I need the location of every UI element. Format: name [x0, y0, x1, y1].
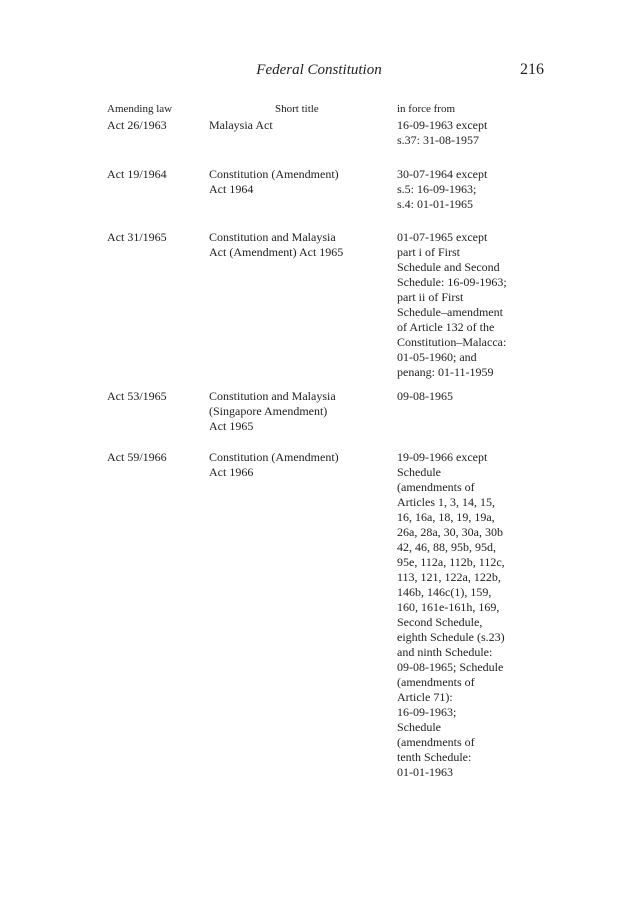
- page-title: Federal Constitution: [256, 62, 382, 78]
- column-header-short-title: Short title: [275, 103, 319, 115]
- in-force-line: 09-08-1965: [397, 389, 453, 403]
- short-title-cell: [209, 389, 336, 434]
- in-force-line: of Article 132 of the: [397, 320, 495, 334]
- in-force-line: 30-07-1964 except: [397, 167, 488, 181]
- in-force-line: Schedule: [397, 465, 441, 479]
- in-force-line: Constitution–Malacca:: [397, 335, 507, 349]
- in-force-line: s.5: 16-09-1963;: [397, 182, 477, 196]
- in-force-line: s.37: 31-08-1957: [397, 133, 479, 147]
- in-force-line: 16, 16a, 18, 19, 19a,: [397, 510, 495, 524]
- in-force-line: Article 71):: [397, 690, 453, 704]
- amending-law-cell: Act 53/1965: [107, 389, 167, 403]
- in-force-line: 16-09-1963 except: [397, 118, 488, 132]
- short-title-line: Act 1964: [209, 182, 254, 196]
- amending-law-cell: Act 59/1966: [107, 450, 167, 464]
- in-force-line: 160, 161e-161h, 169,: [397, 600, 500, 614]
- in-force-line: 01-07-1965 except: [397, 230, 488, 244]
- in-force-cell: [397, 167, 487, 212]
- in-force-cell: [397, 389, 453, 404]
- short-title-line: Act 1965: [209, 419, 254, 433]
- in-force-line: Second Schedule,: [397, 615, 483, 629]
- in-force-cell: [397, 230, 507, 380]
- in-force-line: 26a, 28a, 30, 30a, 30b: [397, 525, 503, 539]
- in-force-line: and ninth Schedule:: [397, 645, 493, 659]
- in-force-cell: [397, 118, 487, 148]
- in-force-line: Schedule: 16-09-1963;: [397, 275, 507, 289]
- in-force-line: Articles 1, 3, 14, 15,: [397, 495, 495, 509]
- in-force-line: 42, 46, 88, 95b, 95d,: [397, 540, 496, 554]
- in-force-line: 01-05-1960; and: [397, 350, 477, 364]
- short-title-line: Constitution (Amendment): [209, 450, 339, 464]
- in-force-line: part i of First: [397, 245, 460, 259]
- in-force-line: 09-08-1965; Schedule: [397, 660, 504, 674]
- in-force-line: 19-09-1966 except: [397, 450, 488, 464]
- in-force-line: (amendments of: [397, 675, 475, 689]
- in-force-line: eighth Schedule (s.23): [397, 630, 505, 644]
- column-header-amending-law: Amending law: [107, 103, 173, 115]
- in-force-line: (amendments of: [397, 735, 475, 749]
- short-title-line: Act 1966: [209, 465, 254, 479]
- in-force-line: s.4: 01-01-1965: [397, 197, 473, 211]
- short-title-line: (Singapore Amendment): [209, 404, 328, 418]
- short-title-line: Act (Amendment) Act 1965: [209, 245, 344, 259]
- in-force-line: tenth Schedule:: [397, 750, 472, 764]
- in-force-line: Schedule–amendment: [397, 305, 503, 319]
- amending-law-cell: Act 26/1963: [107, 118, 167, 132]
- in-force-line: part ii of First: [397, 290, 464, 304]
- amending-law-cell: Act 19/1964: [107, 167, 167, 181]
- in-force-line: 146b, 146c(1), 159,: [397, 585, 492, 599]
- in-force-line: (amendments of: [397, 480, 475, 494]
- short-title-cell: [209, 167, 339, 197]
- in-force-line: penang: 01-11-1959: [397, 365, 494, 379]
- short-title-line: Constitution and Malaysia: [209, 389, 336, 403]
- in-force-line: 95e, 112a, 112b, 112c,: [397, 555, 505, 569]
- column-header-in-force-from: in force from: [397, 103, 456, 115]
- in-force-line: 113, 121, 122a, 122b,: [397, 570, 501, 584]
- short-title-cell: [209, 118, 273, 133]
- in-force-cell: [397, 450, 505, 780]
- short-title-line: Constitution and Malaysia: [209, 230, 336, 244]
- page-number: 216: [520, 61, 544, 78]
- short-title-cell: [209, 230, 343, 260]
- in-force-line: 16-09-1963;: [397, 705, 457, 719]
- in-force-line: Schedule: [397, 720, 441, 734]
- in-force-line: 01-01-1963: [397, 765, 453, 779]
- amending-law-cell: Act 31/1965: [107, 230, 167, 244]
- in-force-line: Schedule and Second: [397, 260, 500, 274]
- short-title-cell: [209, 450, 339, 480]
- short-title-line: Malaysia Act: [209, 118, 273, 132]
- short-title-line: Constitution (Amendment): [209, 167, 339, 181]
